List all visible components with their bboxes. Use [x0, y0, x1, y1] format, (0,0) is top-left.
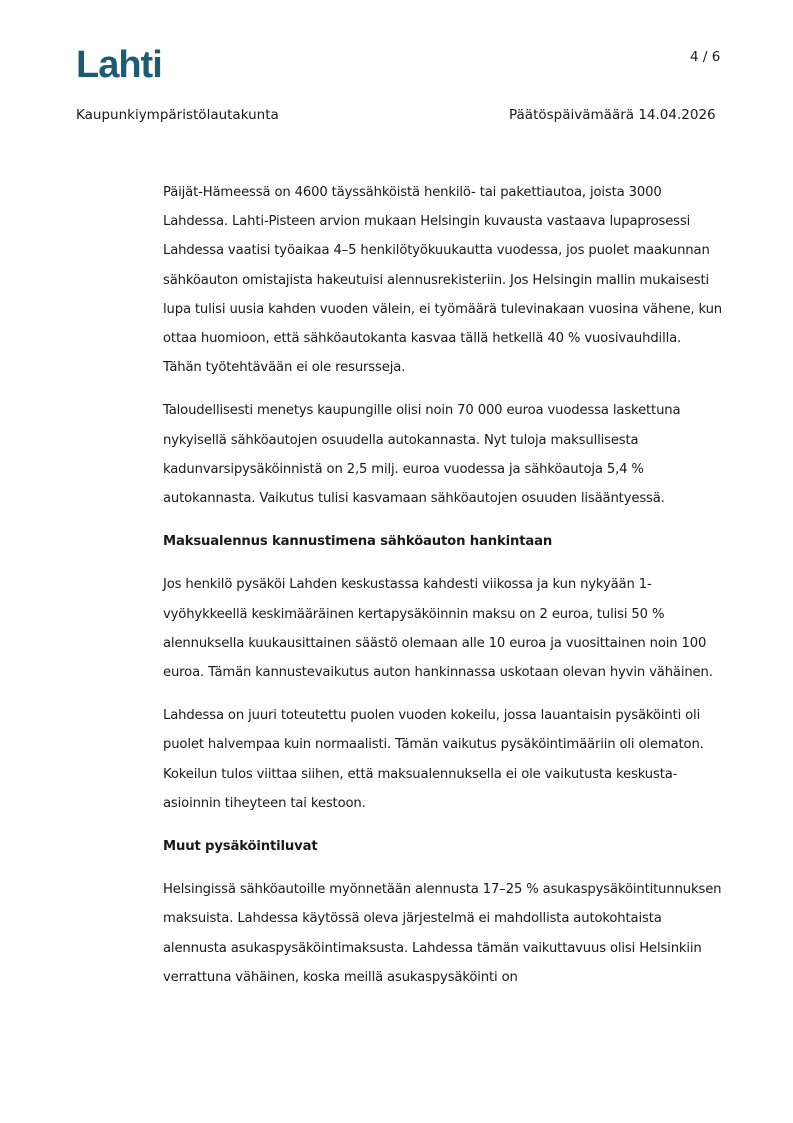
body-paragraph: Lahdessa on juuri toteutettu puolen vuoden kokeilu, jossa lauantaisin pysäköinti oli puolet halvempaa kuin normaalisti. Tämän vaikutus pysäköintimääriin oli olematon. Kokeilun tulos viittaa siihen, että maksualennuksella ei ole vaikutusta keskusta-asioinnin tiheyteen tai kestoon. [163, 708, 704, 811]
page-number: 4 / 6 [690, 49, 721, 65]
body-paragraph: Taloudellisesti menetys kaupungille olisi noin 70 000 euroa vuodessa laskettuna nykyisellä sähköautojen osuudella autokannasta. Nyt tuloja maksullisesta kadunvarsipysäköinnistä on 2,5 milj. euroa vuodessa ja sähköautoja 5,4 % autokannasta. Vaikutus tulisi kasvamaan sähköautojen osuuden lisääntyessä. [163, 403, 681, 507]
decision-date: Päätöspäivämäärä 14.04.2026 [509, 107, 716, 123]
body-paragraph: Päijät-Hämeessä on 4600 täyssähköistä henkilö- tai pakettiautoa, joista 3000 Lahdessa. Lahti-Pisteen arvion mukaan Helsingin kuvausta vastaava lupaprosessi Lahdessa vaatisi työaikaa 4–5 henkilötyökuukautta vuodessa, jos puolet maakunnan sähköauton omistajista hakeutuisi alennusrekisteriin. Jos Helsingin mallin mukaisesti lupa tulisi uusia kahden vuoden välein, ei työmäärä tulevinakaan vuosina vähene, kun ottaa huomioon, että sähköautokanta kasvaa tällä hetkellä 40 % vuosivauhdilla. Tähän työtehtävään ei ole resursseja. [163, 185, 722, 376]
section-heading: Muut pysäköintiluvat [163, 839, 318, 855]
committee-name: Kaupunkiympäristölautakunta [76, 107, 279, 123]
body-paragraph: Helsingissä sähköautoille myönnetään alennusta 17–25 % asukaspysäköintitunnuksen maksuista. Lahdessa käytössä oleva järjestelmä ei mahdollista autokohtaista alennusta asukaspysäköintimaksusta. Lahdessa tämän vaikuttavuus olisi Helsinkiin verrattuna vähäinen, koska meillä asukaspysäköinti on [163, 882, 722, 985]
document-body [163, 178, 723, 1006]
lahti-logo: Lahti [76, 44, 162, 86]
section-heading: Maksualennus kannustimena sähköauton hankintaan [163, 534, 553, 550]
body-paragraph: Jos henkilö pysäköi Lahden keskustassa kahdesti viikossa ja kun nykyään 1-vyöhykkeellä keskimääräinen kertapysäköinnin maksu on 2 euroa, tulisi 50 % alennuksella kuukausittainen säästö olemaan alle 10 euroa ja vuosittainen noin 100 euroa. Tämän kannustevaikutus auton hankinnassa uskotaan olevan hyvin vähäinen. [163, 577, 713, 681]
